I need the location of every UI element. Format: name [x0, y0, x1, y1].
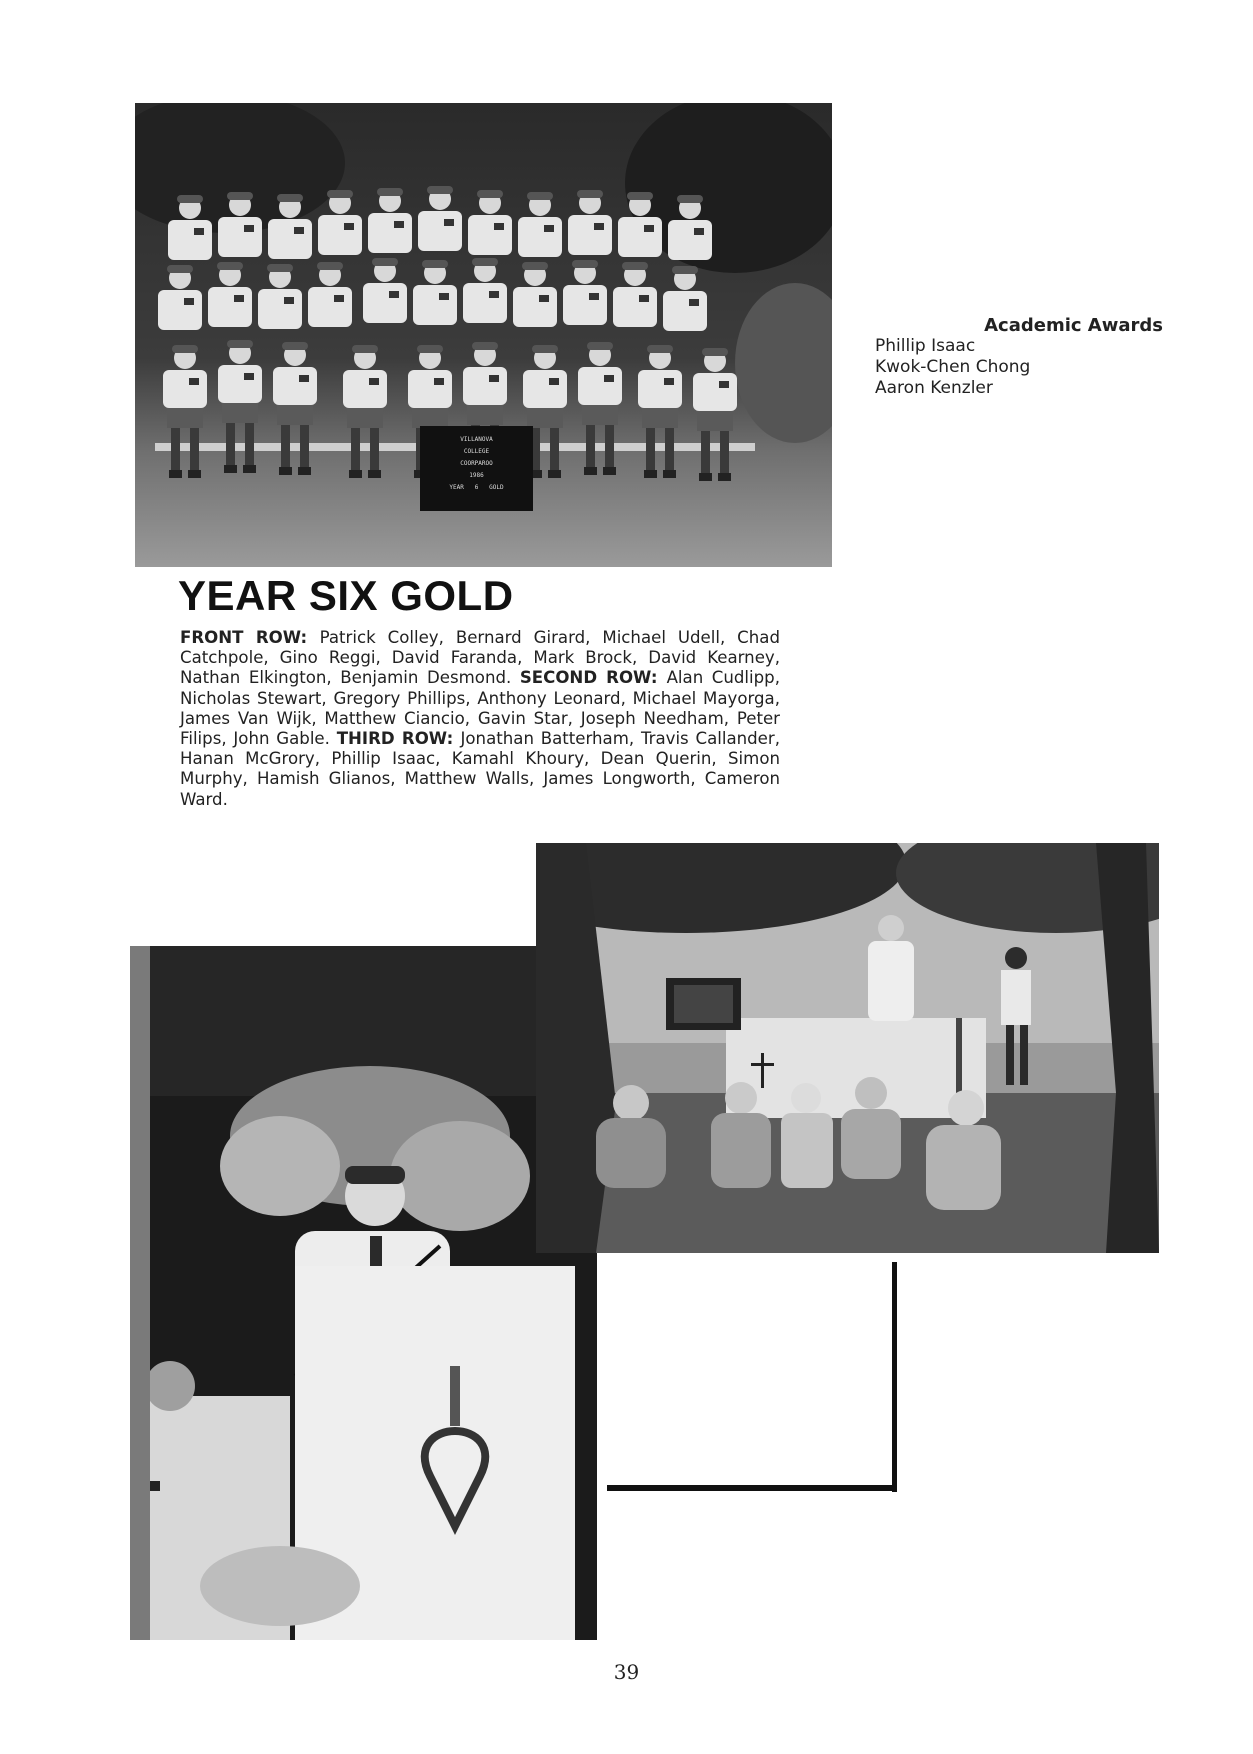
front-row-label: FRONT ROW:	[180, 628, 320, 647]
sign-line: YEAR 6 GOLD	[449, 484, 504, 491]
academic-awards	[875, 315, 1175, 399]
sign-line: 1986	[469, 472, 484, 479]
front-row-names: Patrick Colley, Bernard Girard, Michael Udell, Chad Catchpole, Gino Reggi, David Faranda, Mark Brock, David Kearney, Nathan Elkington, Benjamin Desmond.	[180, 628, 780, 688]
award-name: Phillip Isaac	[875, 336, 976, 356]
outdoor-mass-photo	[536, 843, 1159, 1253]
class-caption	[180, 628, 780, 810]
lectern-reader-photo	[130, 946, 597, 1640]
award-name: Aaron Kenzler	[875, 378, 993, 398]
awards-title: Academic Awards	[984, 315, 1163, 336]
outdoor-mass-image	[536, 843, 1159, 1253]
class-sign	[420, 426, 533, 511]
page-heading: YEAR SIX GOLD	[178, 572, 514, 619]
frame-line-bottom	[607, 1485, 897, 1491]
award-name: Kwok-Chen Chong	[875, 357, 1031, 377]
page-number: 39	[613, 1660, 640, 1684]
sign-line: COLLEGE	[463, 448, 490, 455]
sign-line: VILLANOVA	[460, 436, 493, 443]
class-photo	[135, 103, 832, 567]
sign-line: COORPAROO	[460, 460, 493, 467]
third-row-label: THIRD ROW:	[336, 729, 461, 749]
lectern-reader-image	[130, 946, 597, 1640]
third-row-names: Jonathan Batterham, Travis Callander, Hanan McGrory, Phillip Isaac, Kamahl Khoury, Dean Querin, Simon Murphy, Hamish Glianos, Matthew Walls, James Longworth, Cameron Ward.	[180, 729, 780, 809]
second-row-names: Alan Cudlipp, Nicholas Stewart, Gregory Phillips, Anthony Leonard, Michael Mayorga, James Van Wijk, Matthew Ciancio, Gavin Star, Joseph Needham, Peter Filips, John Gable.	[180, 668, 780, 749]
second-row-label: SECOND ROW:	[519, 668, 667, 688]
frame-line-right	[892, 1262, 897, 1492]
